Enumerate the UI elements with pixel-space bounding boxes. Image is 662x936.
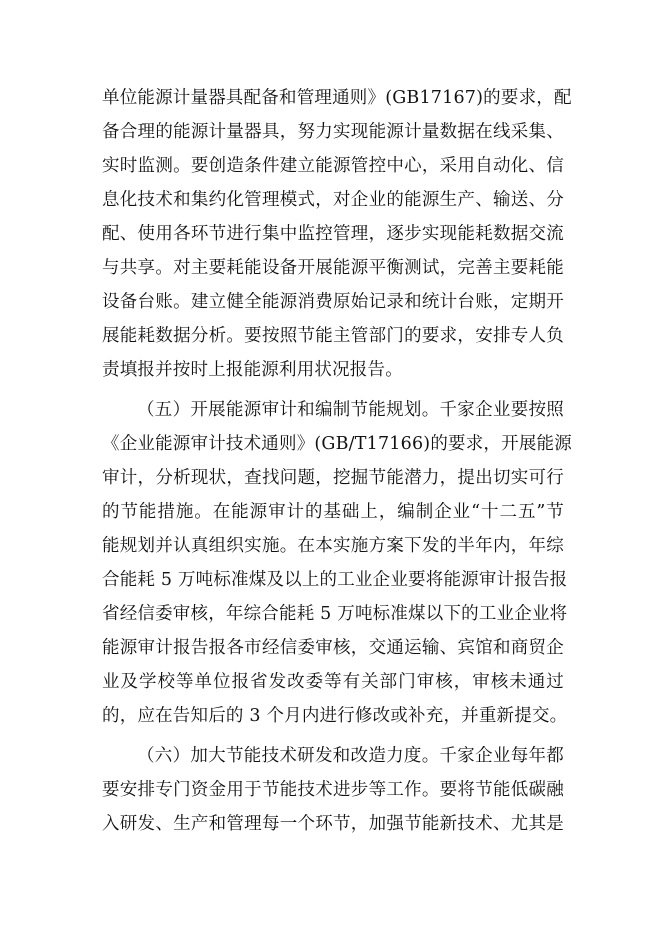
section-heading-line: （五）开展能源审计和编制节能规划。千家企业要按照 <box>137 400 564 420</box>
paragraph-line: 备合理的能源计量器具，努力实现能源计量数据在线采集、 <box>102 122 564 142</box>
paragraph-line: 责填报并按时上报能源利用状况报告。 <box>102 360 403 380</box>
paragraph-line: 配、使用各环节进行集中监控管理，逐步实现能耗数据交流 <box>102 224 564 244</box>
paragraph-line: 业及学校等单位报省发改委等有关部门审核，审核未通过 <box>102 672 564 692</box>
paragraph-line: 实时监测。要创造条件建立能源管控中心，采用自动化、信 <box>102 156 564 176</box>
paragraph-line: 能源审计报告报各市经信委审核，交通运输、宾馆和商贸企 <box>102 638 564 658</box>
paragraph-line: 的，应在告知后的 3 个月内进行修改或补充，并重新提交。 <box>102 706 568 726</box>
paragraph-line: 审计，分析现状，查找问题，挖掘节能潜力，提出切实可行 <box>102 468 564 488</box>
paragraph-line: 省经信委审核，年综合能耗 5 万吨标准煤以下的工业企业将 <box>102 604 568 624</box>
paragraph-line: 展能耗数据分析。要按照节能主管部门的要求，安排专人负 <box>102 326 564 346</box>
paragraph-line: 合能耗 5 万吨标准煤及以上的工业企业要将能源审计报告报 <box>102 570 568 590</box>
paragraph-line: 入研发、生产和管理每一个环节，加强节能新技术、尤其是 <box>102 814 564 834</box>
paragraph-line: 设备台账。建立健全能源消费原始记录和统计台账，定期开 <box>102 292 564 312</box>
section-heading-line: （六）加大节能技术研发和改造力度。千家企业每年都 <box>137 746 564 766</box>
paragraph-line: 息化技术和集约化管理模式，对企业的能源生产、输送、分 <box>102 190 564 210</box>
paragraph-line: 要安排专门资金用于节能技术进步等工作。要将节能低碳融 <box>102 780 564 800</box>
paragraph-line: 与共享。对主要耗能设备开展能源平衡测试，完善主要耗能 <box>102 258 564 278</box>
paragraph-line: 单位能源计量器具配备和管理通则》(GB17167)的要求，配 <box>102 88 572 108</box>
paragraph-line: 的节能措施。在能源审计的基础上，编制企业“十二五”节 <box>102 502 564 522</box>
paragraph-line: 能规划并认真组织实施。在本实施方案下发的半年内，年综 <box>102 536 564 556</box>
paragraph-line: 《企业能源审计技术通则》(GB/T17166)的要求，开展能源 <box>102 434 572 454</box>
